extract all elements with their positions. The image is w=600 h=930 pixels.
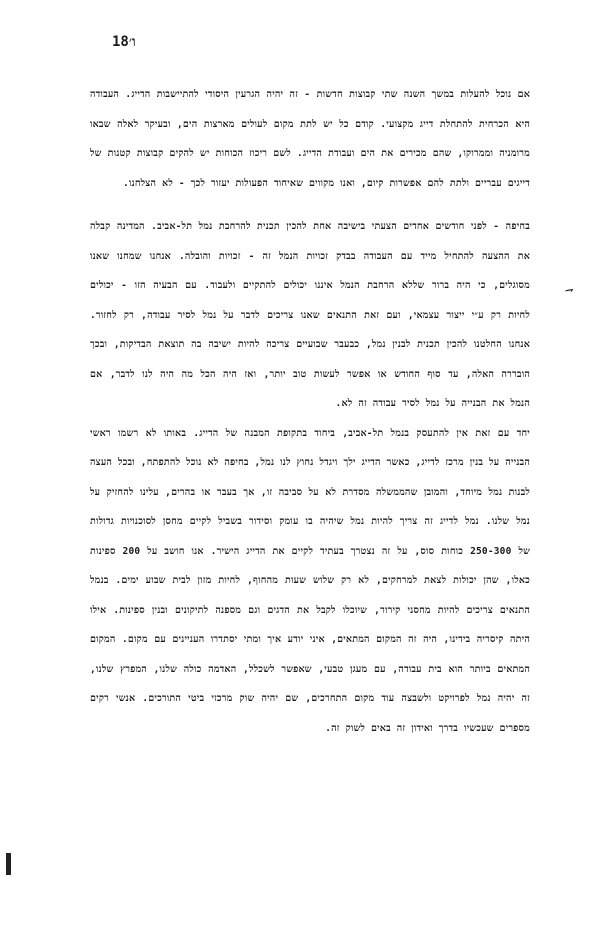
margin-arrow-mark: ⇁ xyxy=(563,281,575,299)
paragraph-1: אם נוכל להעלות במשך השנה שתי קבוצות חדשות - זה יהיה הגרעין היסודי להתיישבות הדייג. העבודה היא הכרחית להתחלת דייג מקצועי. קודם כל יש לתת מקום לעולים מארצות הים, ובעיקר לאלה שבאו מרומניה וממרוקו, שהם מכירים את הים ועבודת הדייג. לשם ריכוז הכוחות יש להקים קבוצות קטנות של דייגים עבריים ולתת להם אפשרות קיום, ואנו מקווים שאיחוד הפעולות יעזור לכך - לא הצלחנו. xyxy=(90,89,530,189)
scan-edge-mark xyxy=(6,853,11,875)
paragraph-2: בחיפה - לפני חודשים אחדים הצעתי בישיבה אחת להכין תכנית להרחבת נמל תל-אביב. המדינה קבלה את ההצעה להתחיל מייד עם העבודה בבדק זכויות הנמל זה - זכויות והובלה. אנחנו שמחנו שאנו מסוגלים, כי היה ברור שללא הרחבת הנמל איננו יכולים להתקיים ולעבוד. עם הבעיה הזו - יכולים לחיות רק ע״י ייצור עצמאי, ועם זאת התנאים שאנו צריכים לדבר על נמל לסיר עבודה, רק לחזור. אנחנו החלטנו להכין תכנית לבנין נמל, כבעבר שבועיים צריכה להיות ישיבה בה תוצאת הבדיקות, ובכך הובררה האלה, עד סוף החודש או אפשר לעשות טוב יותר, ואז היה הכל מה היה לנו לדבר, אם הנמל את הבנייה על נמל לסיר עבודה זה לא. xyxy=(90,221,530,409)
page-number: ו׳18 xyxy=(112,34,136,50)
paragraph-3: יחד עם זאת אין להתעסק בנמל תל-אביב, ביחוד בתקופת המבנה של הדייג. באותו לא רשמו ראשי הבנייה על בנין מרכז לדייג, כאשר הדייג ילך ויגדל נחוץ לנו נמל, בחיפה לא נוכל להתפתח, ובכל העצה לבנות נמל מיוחד, והמובן שהממשלה מסדרת לא על סביבה זו, אך בעבר או בהרים, עלינו להחזיק על נמל שלנו. נמל לדייג זה צריך להיות נמל שיהיה בו עומק וסידור בשביל לקיים מחסן לסוכנויות גדולות של 250-300 כוחות סוס, על זה נצטרך בעתיד לקיים את הדייג הישיר. אנו חושב על 200 ספינות כאלו, שהן יכולות לצאת למרחקים, לא רק שלוש שעות מהחוף, לחיות מזון לבית שבוע ימים. בנמל התנאים צריכים להיות מחסני קירור, שיוכלו לקבל את הדגים וגם מספנה לתיקונים ובנין ספינות. אילו היתה קיסריה בידינו, היה זה המקום המתאים, איני יודע איך ומתי יסתדרו העניינים עם מקום. המקום המתאים ביותר הוא בית עבודה, עם מעגן טבעי, שאפשר לשכלל, האדמה כולה שלנו, המפרץ שלנו, זה יהיה נמל לפרויקט ולשבצה עוד מקום התחרכים, שם יהיה שוק מרכזי ביטי התורכים. אנשי רקים מספרים שעכשיו בדרך ואידון זה באים לשוק זה. xyxy=(89,427,531,734)
document-body xyxy=(90,80,530,743)
